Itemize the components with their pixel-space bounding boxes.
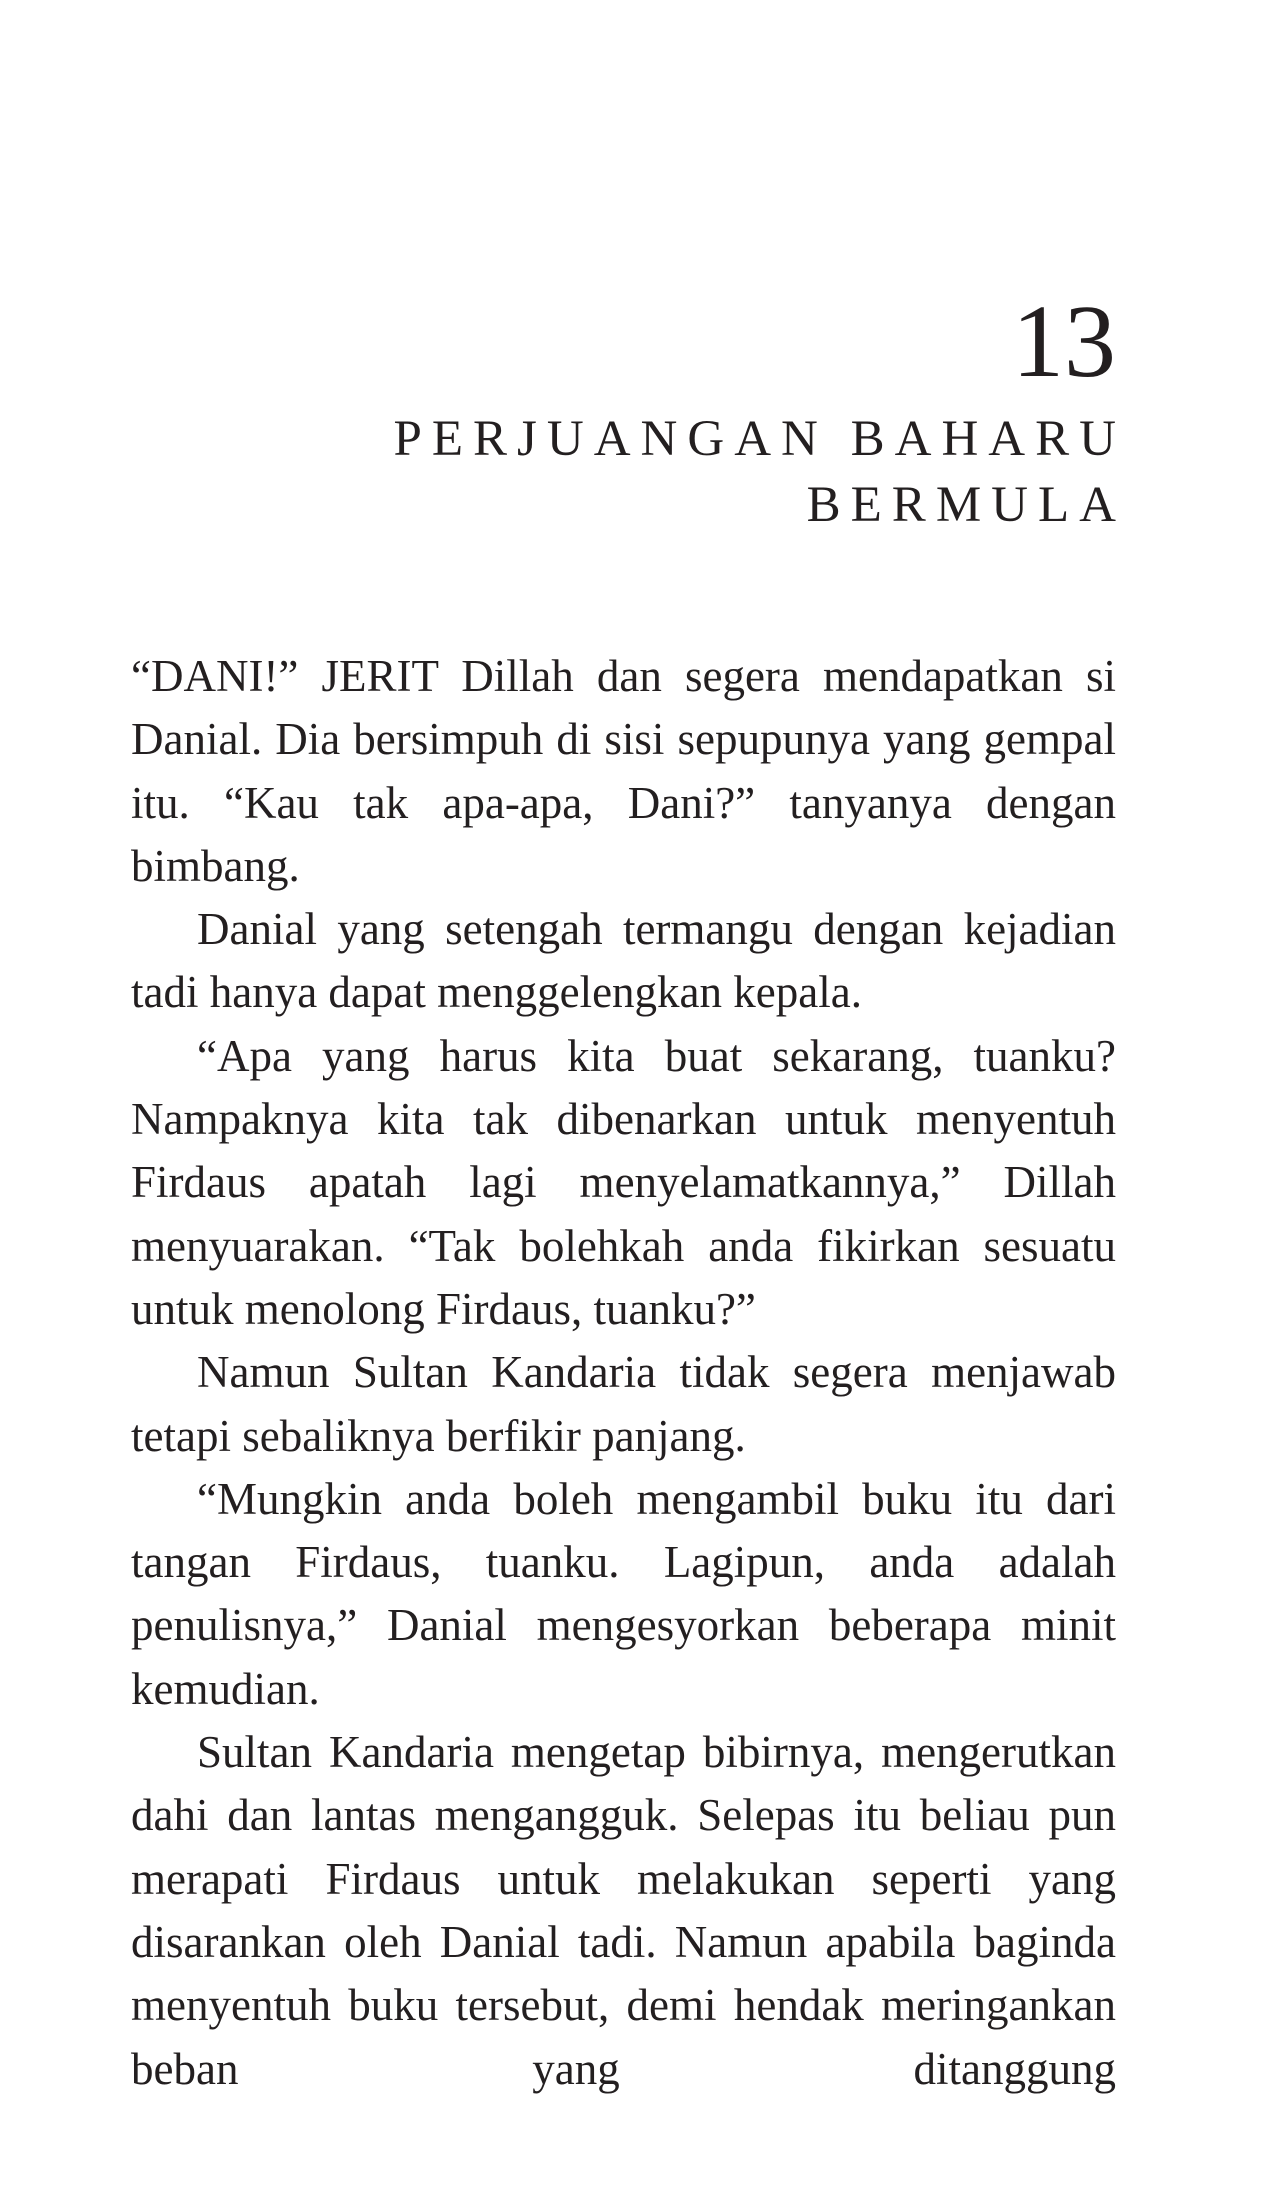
chapter-title	[394, 406, 1126, 538]
paragraph: “Apa yang harus kita buat sekarang, tuanku? Nampaknya kita tak dibenarkan untuk menyentuh Firdaus apatah lagi menyelamatkannya,” Dillah menyuarakan. “Tak bolehkah anda fikirkan sesuatu untuk menolong Firdaus, tuanku?”	[131, 1030, 1116, 1334]
chapter-header	[393, 284, 1126, 538]
paragraph: Namun Sultan Kandaria tidak segera menjawab tetapi sebaliknya berfikir panjang.	[131, 1347, 1116, 1461]
chapter-title-line: PERJUANGAN BAHARU	[393, 411, 1126, 467]
paragraph: Sultan Kandaria mengetap bibirnya, mengerutkan dahi dan lantas mengangguk. Selepas itu beliau pun merapati Firdaus untuk melakukan seperti yang disarankan oleh Danial tadi. Namun apabila baginda menyentuh buku tersebut, demi hendak meringankan beban yang ditanggung	[131, 1727, 1116, 2094]
paragraph: Danial yang setengah termangu dengan kejadian tadi hanya dapat menggelengkan kepala.	[131, 904, 1116, 1018]
body-text	[131, 645, 1116, 2101]
paragraph: “Mungkin anda boleh mengambil buku itu dari tangan Firdaus, tuanku. Lagipun, anda adalah penulisnya,” Danial mengesyorkan beberapa minit kemudian.	[131, 1473, 1116, 1714]
chapter-number: 13	[1012, 284, 1116, 399]
chapter-title-line: BERMULA	[806, 477, 1126, 533]
paragraph: “DANI!” JERIT Dillah dan segera mendapatkan si Danial. Dia bersimpuh di sisi sepupunya yang gempal itu. “Kau tak apa-apa, Dani?” tanyanya dengan bimbang.	[131, 651, 1116, 891]
